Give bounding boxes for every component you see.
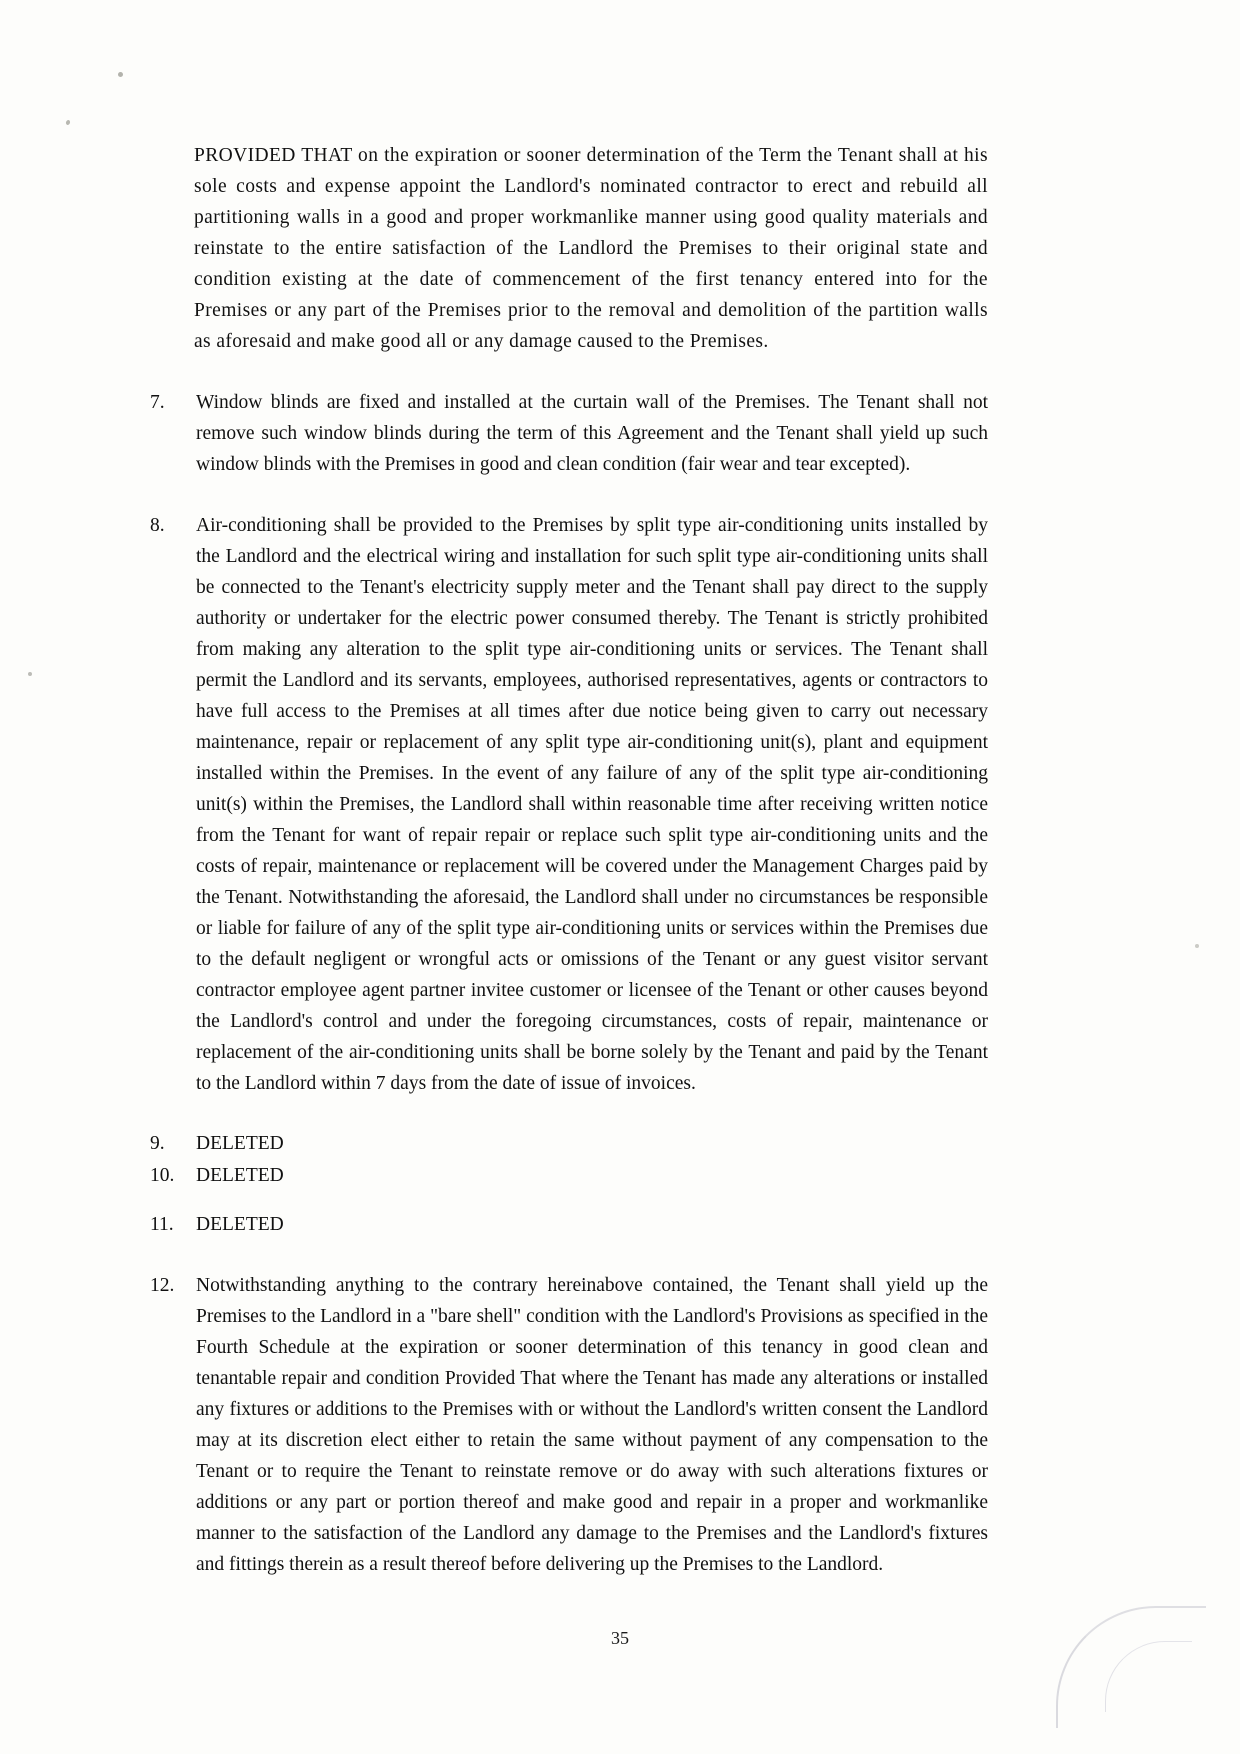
clause-text: Air-conditioning shall be provided to the Premises by split type air-conditioning units installed by the Landlord and the electrical wiring and installation for such split type air-conditioning units shall be connected to the Tenant's electricity supply meter and the Tenant shall pay direct to the supply authority or undertaker for the electric power consumed thereby. The Tenant is strictly prohibited from making any alteration to the split type air-conditioning units or services. The Tenant shall permit the Landlord and its servants, employees, authorised representatives, agents or contractors to have full access to the Premises at all times after due notice being given to carry out necessary maintenance, repair or replacement of any split type air-conditioning unit(s), plant and equipment installed within the Premises. In the event of any failure of any of the split type air-conditioning unit(s) within the Premises, the Landlord shall within reasonable time after receiving written notice from the Tenant for want of repair repair or replace such split type air-conditioning units and the costs of repair, maintenance or replacement will be covered under the Management Charges paid by the Tenant. Notwithstanding the aforesaid, the Landlord shall under no circumstances be responsible or liable for failure of any of the split type air-conditioning units or services within the Premises due to the default negligent or wrongful acts or omissions of the Tenant or any guest visitor servant contractor employee agent partner invitee customer or licensee of the Tenant or other causes beyond the Landlord's control and under the foregoing circumstances, costs of repair, maintenance or replacement of the air-conditioning units shall be borne solely by the Tenant and paid by the Tenant to the Landlord within 7 days from the date of issue of invoices.	[196, 515, 988, 1094]
spacer	[148, 379, 988, 387]
clause-number: 10.	[150, 1165, 175, 1186]
clause-paragraph	[148, 1270, 988, 1580]
clause-paragraph	[148, 1129, 988, 1159]
scan-artifact-speck	[118, 72, 123, 77]
clause-text: Notwithstanding anything to the contrary hereinabove contained, the Tenant shall yield up the Premises to the Landlord in a "bare shell" condition with the Landlord's Provisions as specified in the Fourth Schedule at the expiration or sooner determination of this tenancy in good clean and tenantable repair and condition Provided That where the Tenant has made any alterations or installed any fixtures or additions to the Premises with or without the Landlord's written consent the Landlord may at its discretion elect either to retain the same without payment of any compensation to the Tenant or to require the Tenant to reinstate remove or do away with such alterations fixtures or additions or any part or portion thereof and make good and repair in a proper and workmanlike manner to the satisfaction of the Landlord any damage to the Premises and the Landlord's fixtures and fittings therein as a result thereof before delivering up the Premises to the Landlord.	[196, 1275, 988, 1575]
clause-paragraph	[148, 387, 988, 480]
clause-paragraph	[148, 1161, 988, 1191]
scan-artifact-speck	[65, 119, 70, 125]
clause-paragraph	[148, 1209, 988, 1240]
spacer	[148, 1262, 988, 1270]
clause-paragraph	[148, 510, 988, 1099]
document-body	[148, 140, 988, 1602]
clause-number: 9.	[150, 1133, 165, 1154]
spacer	[148, 1121, 988, 1129]
spacer	[148, 1193, 988, 1209]
spacer	[148, 502, 988, 510]
clause-text: PROVIDED THAT on the expiration or sooner determination of the Term the Tenant shall at his sole costs and expense appoint the Landlord's nominated contractor to erect and rebuild all partitioning walls in a good and proper workmanlike manner using good quality materials and reinstate to the entire satisfaction of the Landlord the Premises to their original state and condition existing at the date of commencement of the first tenancy entered into for the Premises or any part of the Premises prior to the removal and demolition of the partition walls as aforesaid and make good all or any damage caused to the Premises.	[194, 145, 988, 352]
scan-artifact-speck	[1195, 944, 1199, 948]
clause-number: 7.	[150, 392, 165, 413]
scan-artifact-speck	[28, 672, 32, 676]
clause-text: DELETED	[196, 1165, 284, 1186]
clause-number: 8.	[150, 515, 165, 536]
clause-number: 12.	[150, 1275, 175, 1296]
clause-paragraph	[148, 140, 988, 357]
page-number: 35	[611, 1628, 629, 1648]
clause-number: 11.	[150, 1214, 174, 1235]
clause-text: Window blinds are fixed and installed at the curtain wall of the Premises. The Tenant shall not remove such window blinds during the term of this Agreement and the Tenant shall yield up such window blinds with the Premises in good and clean condition (fair wear and tear excepted).	[196, 392, 988, 475]
scan-stamp-artifact	[1056, 1606, 1206, 1728]
clause-text: DELETED	[196, 1214, 284, 1235]
clause-text: DELETED	[196, 1133, 284, 1154]
